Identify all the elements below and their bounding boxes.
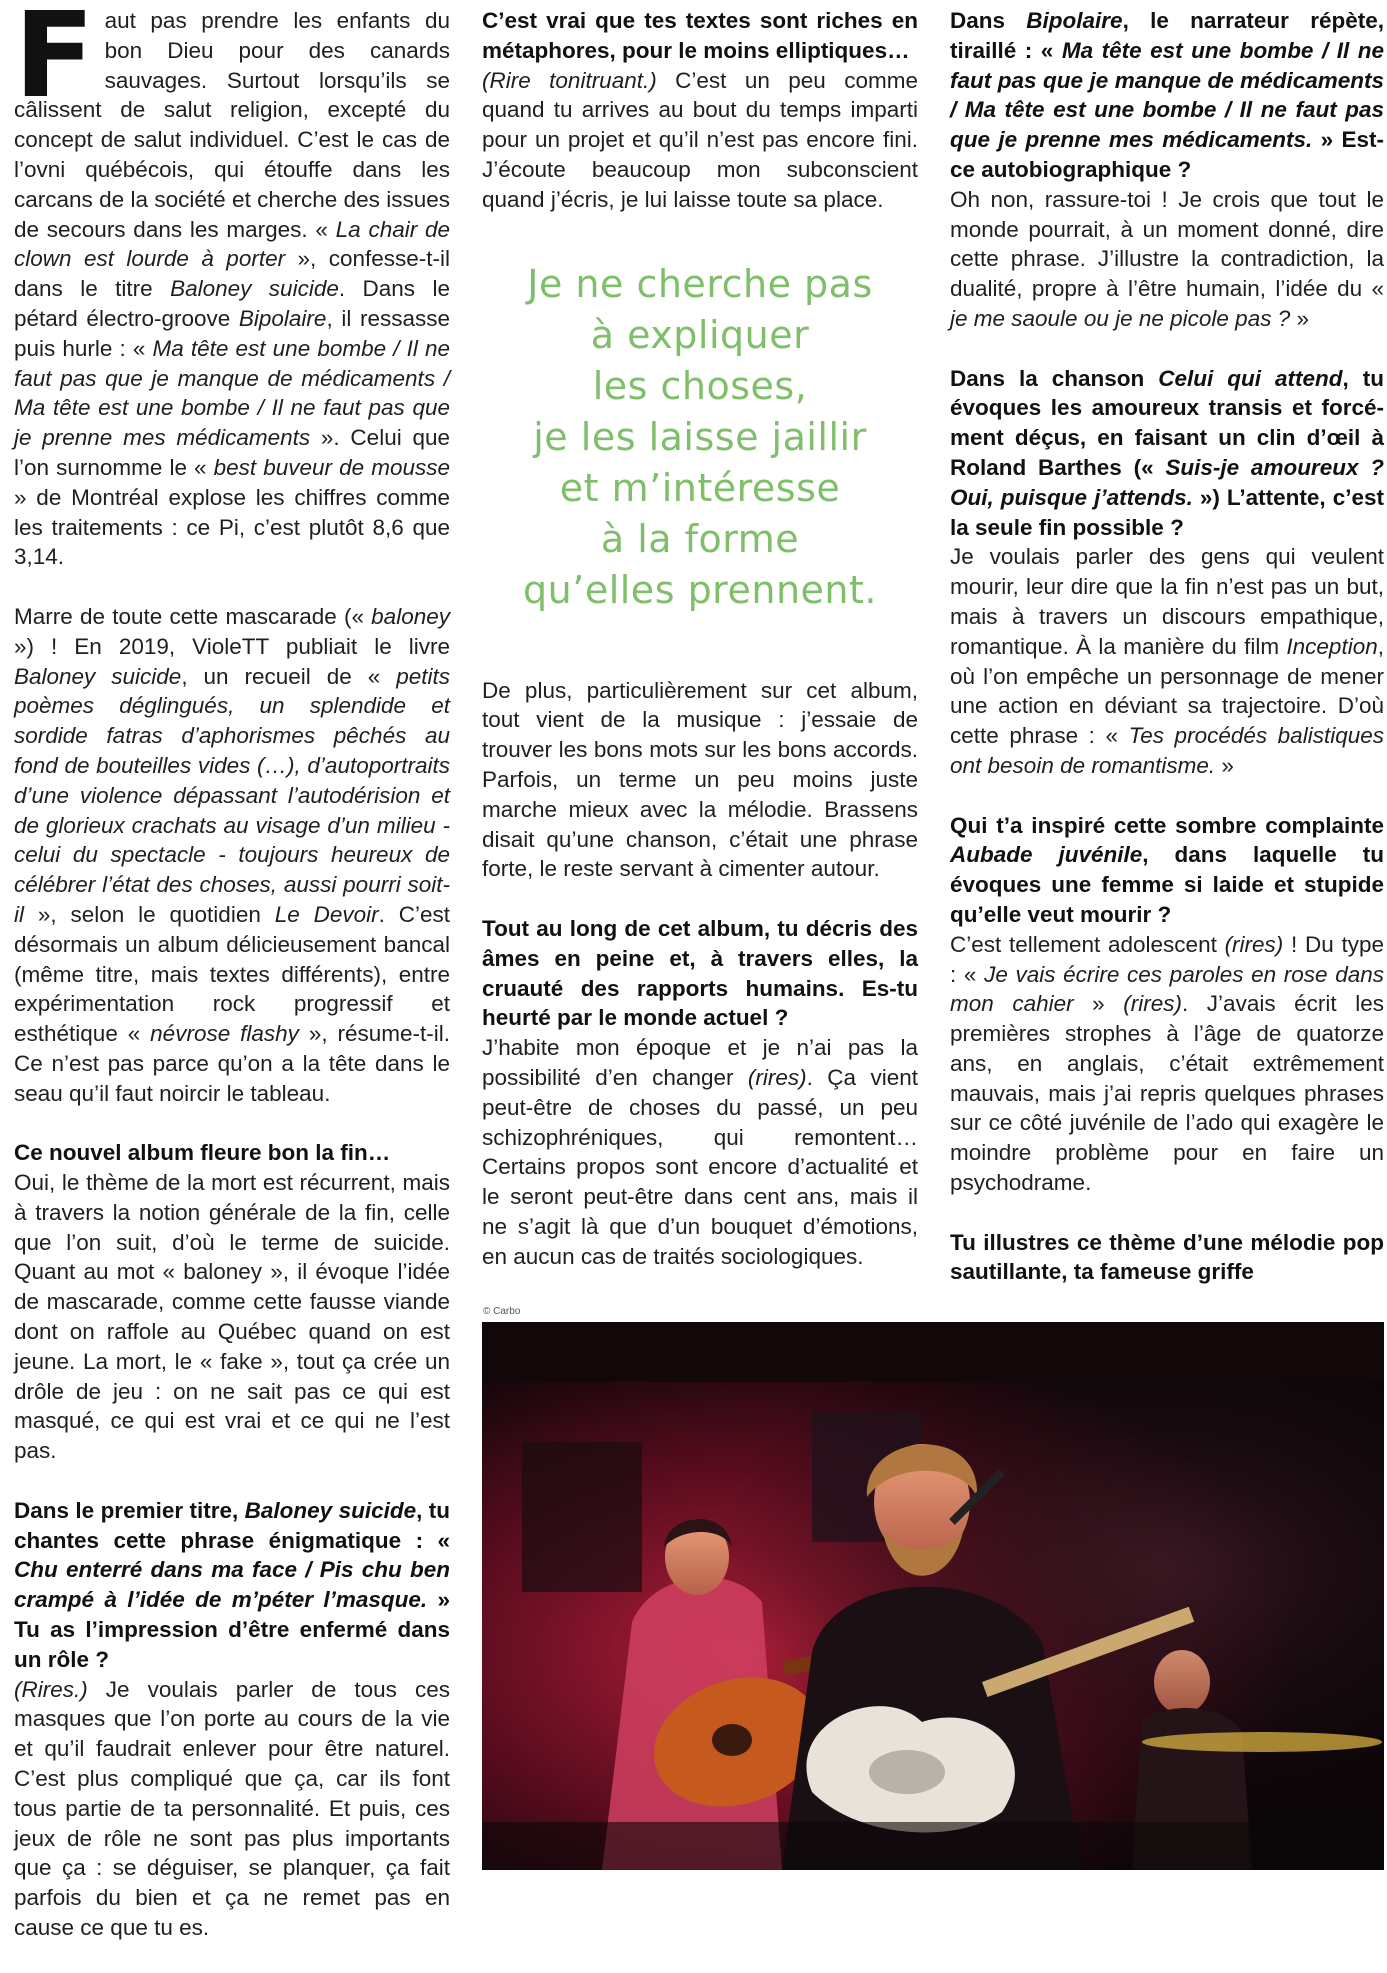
article-column-1 xyxy=(14,0,451,1973)
interview-question: Ce nouvel album fleure bon la fin… xyxy=(14,1140,391,1166)
intro-paragraph: Faut pas prendre les enfants du bon Dieu pour des canards sauvages. Surtout lorsqu’ils se câlissent de salut religion, excepté du concept de salut individuel. C’est le cas de l’ovni québécois, qui étouffe dans les carcans de la société et cherche des issues de secours dans les marges. « La chair de clown est lourde à porter », confesse-t-il dans le titre Baloney suicide. Dans le pétard électro-groove Bipolaire, il ressasse puis hurle : « Ma tête est une bombe / Il ne faut pas que je manque de médicaments / Ma tête est une bombe / Il ne faut pas que je prenne mes médicaments ». Celui que l’on surnomme le « best buveur de mousse » de Montréal explose les chiffres comme les traitements : ce Pi, c’est plutôt 8,6 que 3,14. xyxy=(14,0,450,570)
body-paragraph: De plus, particulièrement sur cet album, tout vient de la musique : j’essaie de trouver les bons mots sur les bons accords. Parfois, un terme un peu moins juste marche mieux avec la mélodie. Brassens disait qu’une chanson, c’était une phrase forte, le reste servant à cimenter autour. xyxy=(482,677,918,882)
photo-credit: © Carbo xyxy=(483,1306,521,1317)
article-column-2 xyxy=(482,6,918,1301)
interview-answer: Oui, le thème de la mort est récurrent, mais à travers la notion générale de la fin, celle que l’on suit, d’où le terme de suicide. Quant au mot « baloney », il évoque l’idée de mascarade, comme cette fausse viande dont on raffole au Québec quand on est jeune. La mort, le « fake », tout ça crée un drôle de jeu : on ne sait pas ce qui est masqué, ce qui est vrai et ce qui ne l’est pas. xyxy=(14,1170,450,1464)
pull-quote-line: et m’intéresse xyxy=(559,465,841,510)
interview-answer: (Rires.) Je voulais parler de tous ces masques que l’on porte au cours de la vie et qu’il faudrait enlever pour être naturel. C’est plus compliqué que ça, car ils font tous partie de ta personnalité. Et puis, ces jeux de rôle ne sont pas plus importants que ça : se déguiser, se planquer, ça fait parfois du bien et ça ne remet pas en cause ce que tu es. xyxy=(14,1676,450,1940)
interview-answer: Oh non, rassure-toi ! Je crois que tout le monde pourrait, à un moment donné, dire cette phrase. J’illustre la contradiction, la dualité, propre à l’être humain, l’idée du « je me saoule ou je ne picole pas ? » xyxy=(950,186,1384,331)
pull-quote-line: Je ne cherche pas xyxy=(527,261,873,306)
interview-question: C’est vrai que tes textes sont riches en métaphores, pour le moins elliptiques… xyxy=(482,8,918,63)
interview-answer: (Rire tonitruant.) C’est un peu comme quand tu arrives au bout du temps imparti pour un projet et qu’il n’est pas encore fini. J’écoute beaucoup mon subconscient quand j’écris, je lui laisse toute sa place. xyxy=(482,67,918,212)
interview-answer: Je voulais parler des gens qui veulent mourir, leur dire que la fin n’est pas un but, mais à travers un discours empathique, romantique. À la manière du film Inception, où l’on empêche un personnage de mener une action en déviant sa trajectoire. D’où cette phrase : « Tes procédés balistiques ont besoin de romantisme. » xyxy=(950,544,1384,778)
interview-question: Tout au long de cet album, tu décris des âmes en peine et, à travers elles, la cruauté des rapports humains. Es-tu heurté par le monde actuel ? xyxy=(482,915,918,1031)
interview-answer: J’habite mon époque et je n’ai pas la possibilité d’en changer (rires). Ça vient peut-être de choses du passé, un peu schizophréniques, qui remontent… Certains propos sont encore d’actualité et le seront peut-être dans cent ans, mais il ne s’agit là que d’un bouquet d’émotions, en aucun cas de traités sociologiques. xyxy=(482,1035,918,1269)
pull-quote-line: les choses, xyxy=(592,363,808,408)
interview-question: Dans Bipolaire, le narrateur répète, tiraillé : « Ma tête est une bombe / Il ne faut pas que je manque de médicaments / Ma tête est une bombe / Il ne faut pas que je prenne mes médicaments. » Est-ce autobiographique ? xyxy=(950,8,1385,182)
interview-question: Tu illustres ce thème d’une mélodie pop sautillante, ta fameuse griffe xyxy=(950,1229,1384,1285)
pull-quote-line: je les laisse jaillir xyxy=(533,414,867,459)
article-column-3 xyxy=(950,6,1384,1287)
pull-quote-line: à la forme xyxy=(600,516,800,561)
concert-photo xyxy=(482,1322,1384,1870)
interview-answer: C’est tellement adolescent (rires) ! Du type : « Je vais écrire ces paroles en rose dans mon cahier » (rires). J’avais écrit les premières strophes à l’âge de quatorze ans, en anglais, c’était extrêmement mauvais, mais j’ai repris quelques phrases sur ce côté juvénile de l’ado qui exagère le moindre problème pour en faire un psychodrame. xyxy=(950,931,1384,1196)
pull-quote-line: qu’elles prennent. xyxy=(523,567,877,612)
drop-cap: F xyxy=(14,0,95,124)
concert-photo-illustration xyxy=(482,1322,1384,1870)
interview-question: Dans le premier titre, Baloney suicide, tu chantes cette phrase énigmatique : « Chu enterré dans ma face / Pis chu ben crampé à l’idée de m’péter l’masque. » Tu as l’impression d’être enfermé dans un rôle ? xyxy=(14,1497,450,1672)
interview-question: Dans la chanson Celui qui attend, tu évoques les amoureux transis et forcément déçus, en faisant un clin d’œil à Roland Barthes (« Suis-je amoureux ? Oui, puisque j’attends. ») L’attente, c’est la seule fin possible ? xyxy=(950,365,1384,540)
amplifier xyxy=(522,1442,642,1592)
interview-question: Qui t’a inspiré cette sombre complainte Aubade juvénile, dans laquelle tu évoques une femme si laide et stupide qu’elle veut mourir ? xyxy=(950,812,1384,927)
body-paragraph: Marre de toute cette mascarade (« baloney ») ! En 2019, VioleTT publiait le livre Baloney suicide, un recueil de « petits poèmes déglingués, un splendide et sordide fatras d’aphorismes pêchés au fond de bouteilles vides (…), d’autoportraits d’une violence dépassant l’autodérision et de glorieux crachats au visage d’un milieu - celui du spectacle - toujours heureux de célébrer l’état des choses, aussi pourri soit-il », selon le quotidien Le Devoir. C’est désormais un album délicieusement bancal (même titre, mais textes différents), entre expérimentation rock progressif et esthétique « névrose flashy », résume-t-il. Ce n’est pas parce qu’on a la tête dans le seau qu’il faut noircir le tableau. xyxy=(14,603,451,1106)
cymbal xyxy=(1142,1732,1382,1752)
pull-quote xyxy=(476,259,924,616)
pull-quote-line: à expliquer xyxy=(590,312,810,357)
